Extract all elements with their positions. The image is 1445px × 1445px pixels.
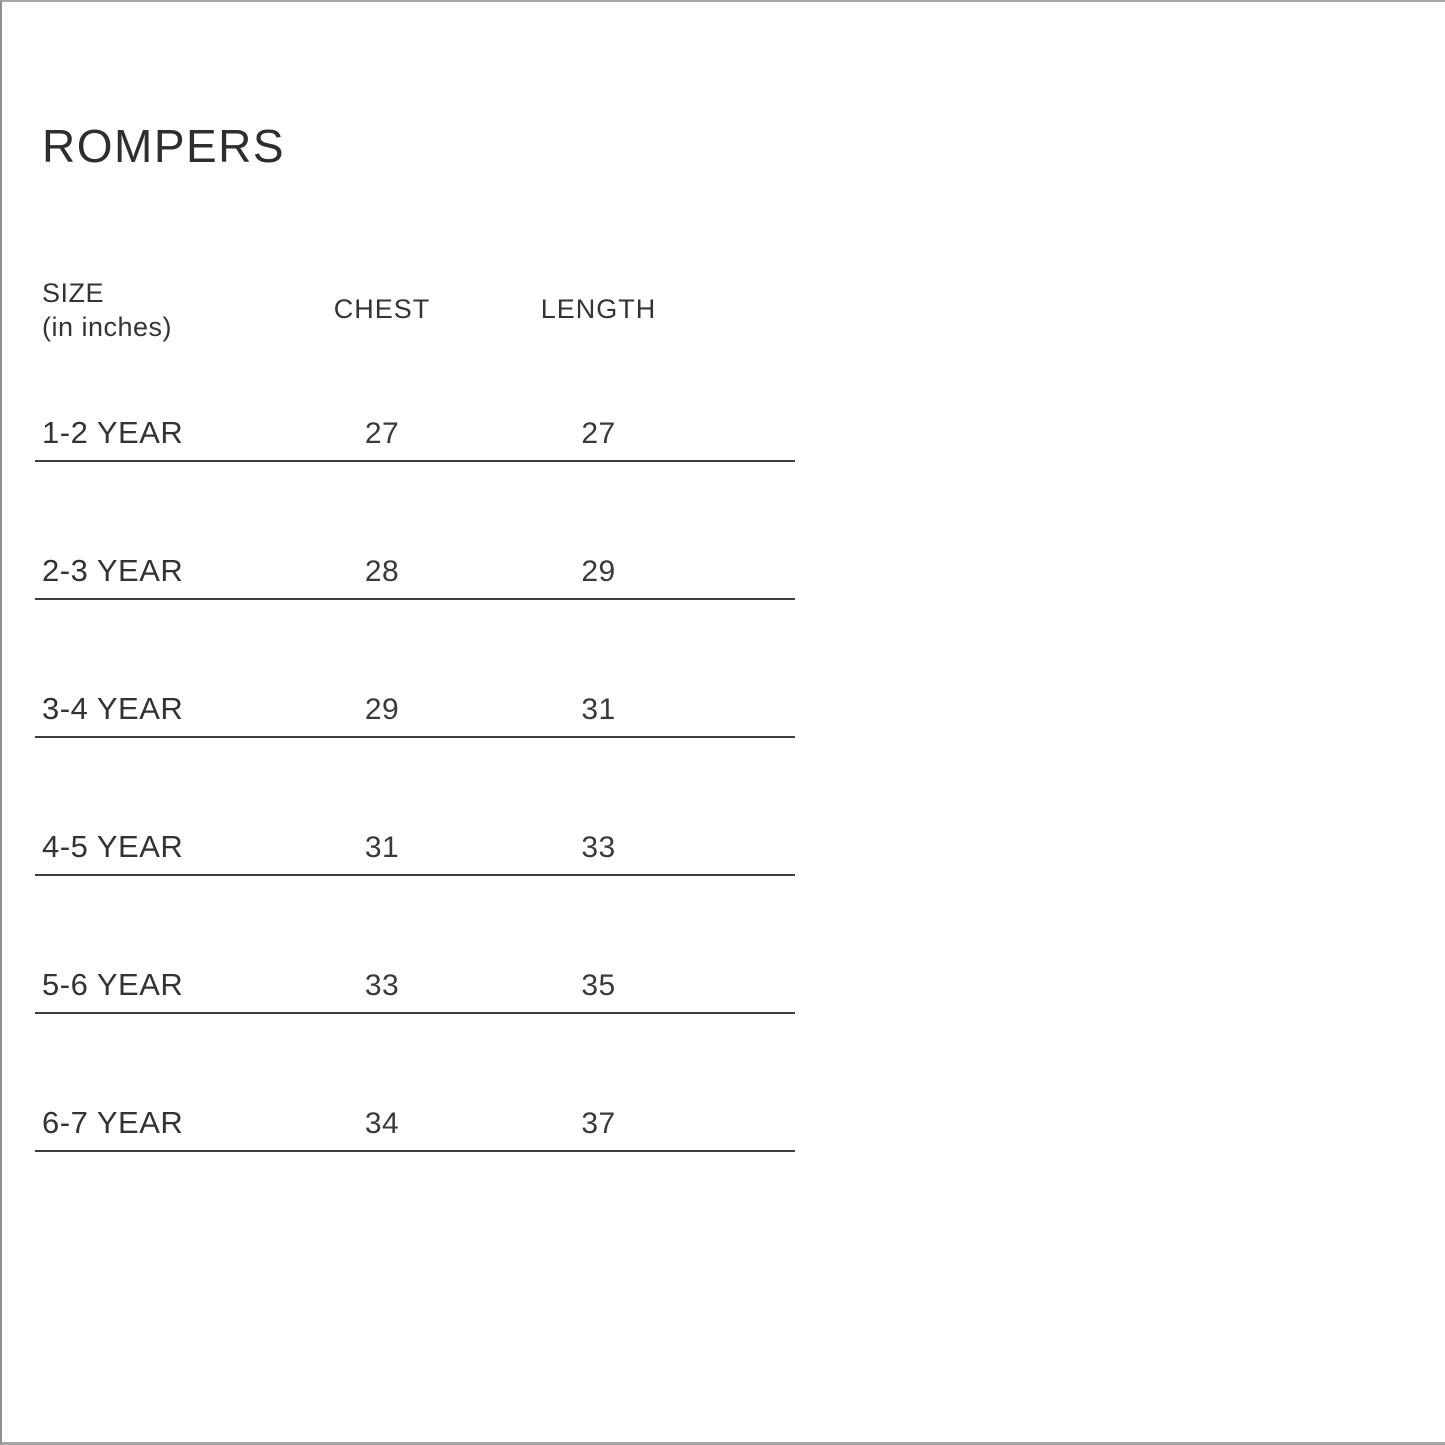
size-cell: 1-2 YEAR — [42, 414, 184, 450]
length-cell: 29 — [581, 554, 616, 588]
length-cell: 37 — [581, 1106, 616, 1140]
table-row — [35, 830, 795, 876]
table-row — [35, 968, 795, 1014]
table-row — [35, 692, 795, 738]
length-cell: 31 — [581, 692, 616, 726]
table-header-row — [35, 276, 795, 344]
page-title: ROMPERS — [42, 120, 286, 172]
size-column-header — [35, 276, 272, 344]
chest-cell: 31 — [364, 830, 400, 864]
table-row — [35, 1106, 795, 1152]
chest-cell: 29 — [364, 692, 400, 726]
size-cell: 2-3 YEAR — [42, 552, 184, 588]
size-cell: 5-6 YEAR — [42, 966, 184, 1002]
length-cell: 33 — [581, 830, 616, 864]
size-table — [35, 276, 795, 1152]
chest-cell: 34 — [364, 1106, 400, 1140]
length-cell: 27 — [581, 416, 616, 450]
chest-cell: 28 — [364, 554, 400, 588]
length-cell: 35 — [581, 968, 616, 1002]
chest-cell: 27 — [364, 416, 400, 450]
table-row — [35, 554, 795, 600]
table-row — [35, 416, 795, 462]
length-column-header: LENGTH — [540, 294, 657, 324]
size-column-header-line1: SIZE — [42, 277, 105, 308]
chest-column-header: CHEST — [333, 294, 431, 324]
size-cell: 6-7 YEAR — [42, 1104, 184, 1140]
size-column-header-line2: (in inches) — [42, 311, 173, 342]
size-cell: 4-5 YEAR — [42, 828, 184, 864]
table-body — [35, 416, 795, 1152]
size-cell: 3-4 YEAR — [42, 690, 184, 726]
chest-cell: 33 — [364, 968, 400, 1002]
